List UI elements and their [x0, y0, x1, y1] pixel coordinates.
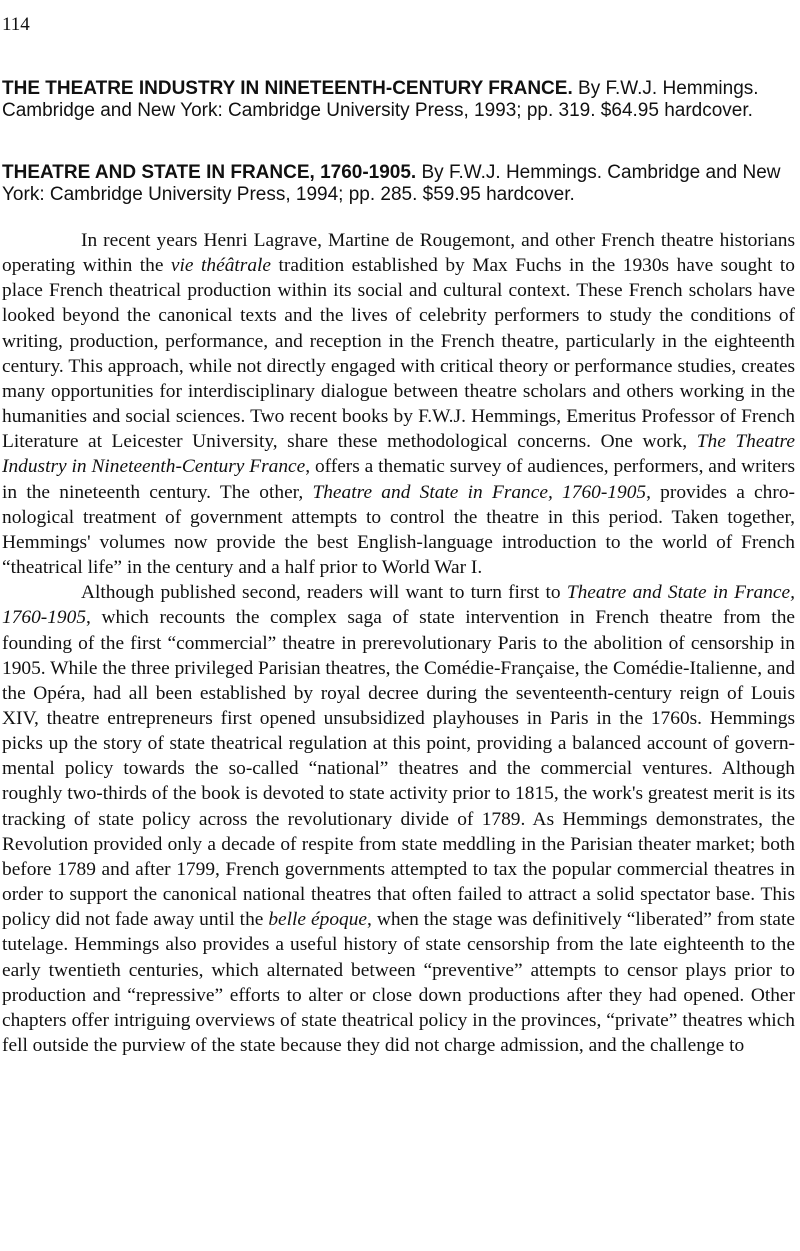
paragraph-2-text-3: , when the stage was definitively “liberated” from state tutelage. Hemmings also provides a useful history of state censorship from the late eighteenth to the early twentieth centuries, which alternated between “preventive” attempts to censor plays prior to production and “repressive” efforts to alter or close down productions after they had opened. Other chapters offer intriguing overviews of state theatrical policy in the provinces, “private” theatres which fell outside the purview of the state because they did not charge admission, and the challenge to [2, 909, 795, 1056]
paragraph-1-text-1: In recent years Henri Lagrave, Martine de Rougemont, and other French theatre historians operating within the [2, 230, 795, 277]
review-body [2, 228, 795, 1058]
italic-book-title-state: Theatre and State in France, 1760-1905 [312, 481, 647, 503]
paragraph-1-text-2: tradition established by Max Fuchs in the 1930s have sought to place French theatrical production within its social and cultural context. These French scholars have looked beyond the canonical texts and the lives of celebrity performers to study the conditions of writing, production, performance, and reception in the French theatre, particularly in the eighteenth century. This approach, while not directly engaged with critical theory or performance studies, creates many opportunities for interdisciplinary dialogue between theatre scholars and others working in the humanities and social sciences. Two recent books by F.W.J. Hemmings, Emeritus Professor of French Literature at Leicester University, share these methodological concerns. One work, [2, 255, 795, 453]
review-header-1 [2, 78, 794, 122]
paragraph-2-text-1: Although published second, readers will want to turn first to [81, 582, 561, 604]
page-number: 114 [2, 14, 30, 35]
italic-term-belle-epoque: belle époque [268, 909, 368, 931]
paragraph-2 [2, 580, 795, 1058]
paragraph-1 [2, 228, 795, 580]
book-details-1: By F.W.J. Hemmings. Cambridge and New York: Cambridge University Press, 1993; pp. 319. $64.95 hardcover. [2, 78, 759, 121]
italic-book-title-state-2: Theatre and State in France, 1760-1905 [2, 582, 795, 629]
book-title-1: THE THEATRE INDUSTRY IN NINETEENTH-CENTURY FRANCE. [2, 78, 573, 99]
italic-term-vie-theatrale: vie théâtrale [170, 255, 272, 277]
book-details-2: By F.W.J. Hemmings. Cambridge and New York: Cambridge University Press, 1994; pp. 285. $59.95 hardcover. [2, 162, 781, 205]
italic-book-title-industry: The Theatre Industry in Nineteenth-Century France [2, 431, 795, 478]
paragraph-1-text-3: , offers a thematic survey of audiences, performers, and writers in the nineteenth century. The other, [2, 456, 795, 503]
book-title-2: THEATRE AND STATE IN FRANCE, 1760-1905. [2, 162, 417, 183]
paragraph-2-text-2: , which recounts the complex saga of state intervention in French theatre from the founding of the first “commercial” theatre in prerevolutionary Paris to the abolition of censorship in 1905. While the three privileged Parisian theatres, the Comédie-Française, the Comédie-Italienne, and the Opéra, had all been established by royal decree during the seventeenth-century reign of Louis XIV, theatre entrepreneurs first opened unsubsidized playhouses in Paris in the 1760s. Hemmings picks up the story of state theatrical regulation at this point, providing a balanced account of governmental policy towards the so-called “national” theatres and the commercial ventures. Although roughly two-thirds of the book is devoted to state activity prior to 1815, the work's greatest merit is its tracking of state policy across the revolutionary divide of 1789. As Hemmings demonstrates, the Revolution provided only a decade of respite from state meddling in the Parisian theater market; both before 1789 and after 1799, French governments attempted to tax the popular commercial theatres in order to support the canonical national theatres that often failed to attract a solid spectator base. This policy did not fade away until the [2, 607, 795, 931]
paragraph-1-text-4: , provides a chronological treatment of government attempts to control the theatre in this period. Taken together, Hemmings' volumes now provide the best English-language introduction to the world of French “theatrical life” in the century and a half prior to World War I. [2, 481, 795, 579]
review-header-2 [2, 162, 794, 206]
